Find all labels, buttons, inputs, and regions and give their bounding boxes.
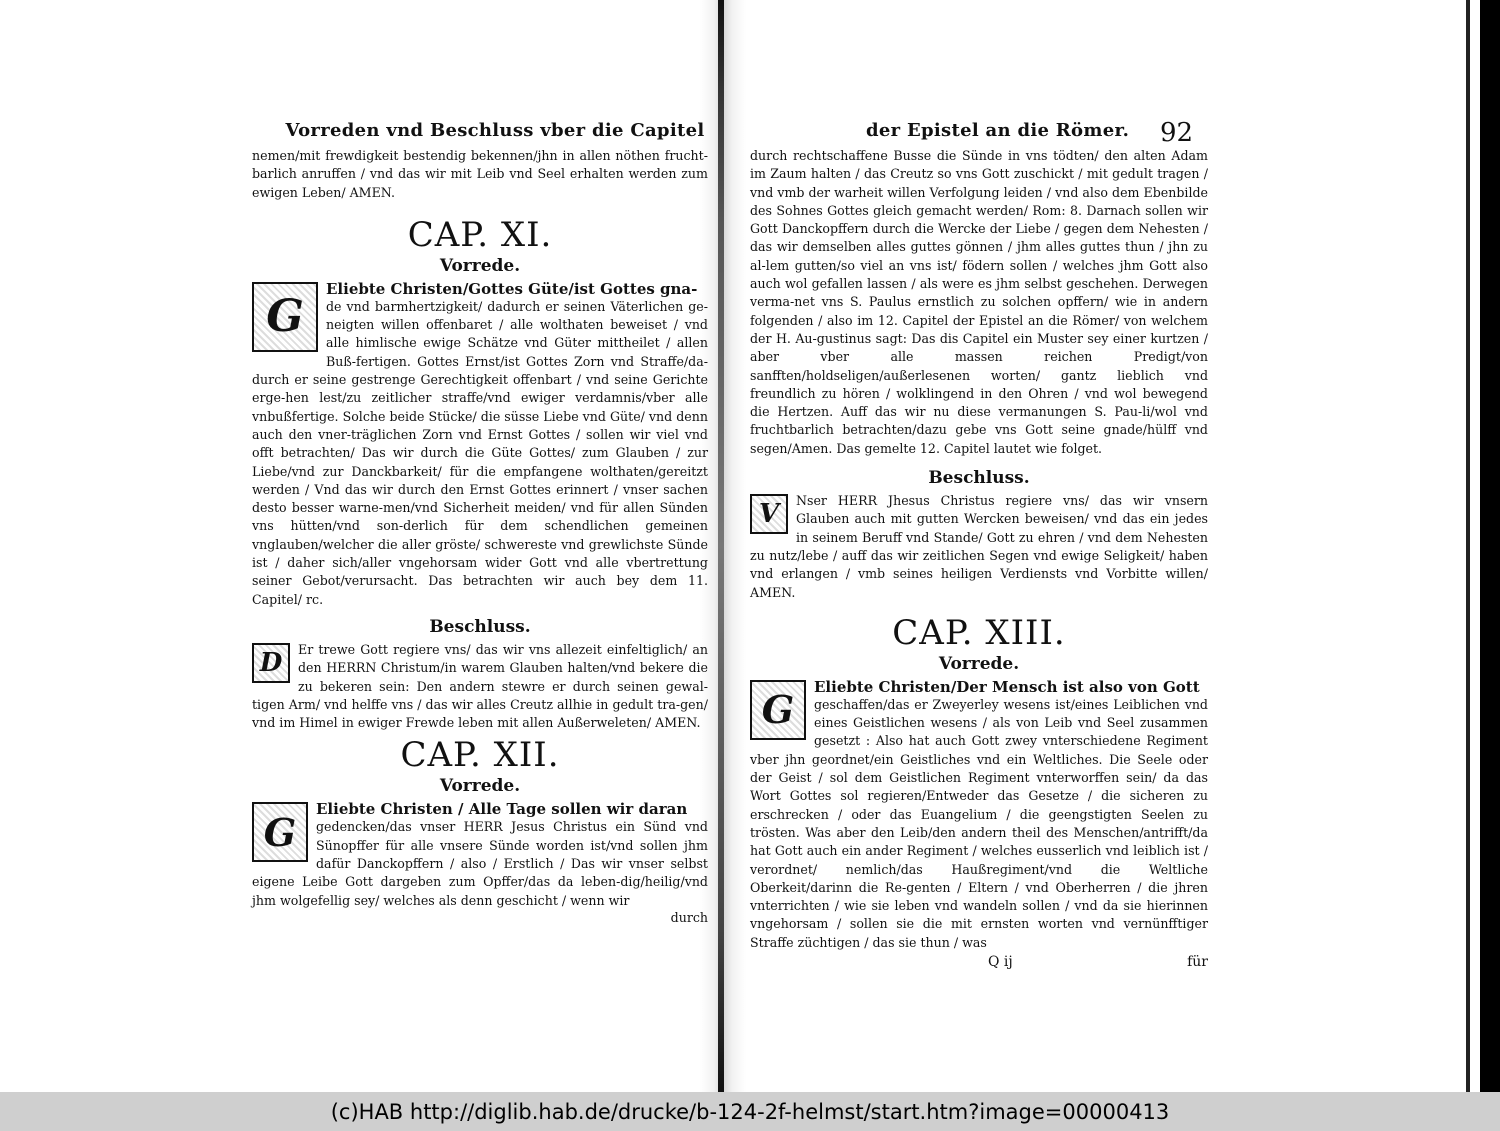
decorated-initial: G [252,282,318,352]
beschluss-xi-title: Beschluss. [429,616,531,637]
decorated-initial: V [750,494,788,534]
left-catchword: durch [670,909,708,925]
cap-xiii-title: CAP. XIII. [892,612,1066,653]
left-running-head: Vorreden vnd Beschluss vber die Capitel [285,120,705,141]
cap-xii-text: gedencken/das vnser HERR Jesus Christus ein Sünd vnd Sünopffer für alle vnsere Sünde worden ist/vnd sollen jhm dafür Danckopffern / also / Erstlich / Das wir vnser selbst eigene Leibe Gott dargeben zum Opffer/das da leben-dig/heilig/vnd jhm wolgefellig sey/ welches als denn geschicht / wenn wir [252,819,708,908]
footer-text: (c)HAB http://diglib.hab.de/drucke/b-124-2f-helmst/start.htm?image=00000413 [330,1099,1170,1124]
cap-xiii-text: geschaffen/das er Zweyerley wesens ist/eines Leiblichen vnd eines Geistlichen wesens / als von Leib vnd Seel zusammen gesetzt : Also hat auch Gott zwey vnterschiedene Regiment vber jhn geordnet/ein Geistliches vnd ein Weltliches. Die Seele oder der Geist / sol dem Geistlichen Regiment vnterworffen sein/ da das Wort Gottes sol regieren/Entweder das Gesetze / die sicheren zu erschrecken / oder das Euangelium / die geengstigten Seelen zu trösten. Was aber den Leib/den andern theil des Menschen/antrifft/da hat Gott auch ein ander Regiment / welches eusserlich vnd leiblich ist / verordnet/ nemlich/das Haußregiment/vnd die Weltliche Oberkeit/darinn die Re-genten / Eltern / vnd Oberherren / die jhren vnterrichten / wie sie leben vnd wandeln sollen / vnd da sie hierinnen vngehorsam / sollen sie die mit ernsten worten vnd vernünfftiger Straffe züchtigen / das sie thun / was [750,696,1208,950]
cap-xiii-subtitle: Vorrede. [938,653,1020,674]
gutter-shadow [718,0,724,1092]
right-intro-text: durch rechtschaffene Busse die Sünde in vns tödten/ den alten Adam im Zaum halten / das Creutz so vns Gott zuschickt / mit gedult tragen / vnd vmb der warheit willen Verfolgung leiden / vnd also dem Ebenbilde des Sohnes Gottes gleich gemacht werden/ Rom: 8. Darnach sollen wir Gott Danckopffern durch die Wercke der Liebe / gegen dem Nehesten / das wir demselben alles guttes gönnen / jhm alles guttes thun / jhn zu al-lem gutten/so viel an vns ist/ födern sollen / welches jhm Gott also auch wol gefallen lassen / als were es jhm selbst geschehen. Derwegen verma-net vns S. Paulus ernstlich zu solchen opffern/ wie in andern folgenden / also im 12. Capitel der Epistel an die Römer/ von welchem der H. Au-gustinus sagt: Das dis Capitel ein Muster sey einer kurtzen / aber vber alle massen reichen Predigt/von sanfften/holdseligen/außerlesenen worten/ gantz lieblich vnd freundlich zu hören / wolklingend in den Ohren / vnd wol bewegend die Hertzen. Auff das wir nu diese vermanungen S. Pau-li/wol vnd fruchtbarlich betrachten/dazu gebe vns Gott seine gnade/hülff vnd segen/Amen. Das gemelte 12. Capitel lautet wie folget. [750,148,1208,456]
signature-line [750,954,1208,972]
cap-xii-subtitle: Vorrede. [439,776,521,797]
cap-xii-body [252,800,708,909]
decorated-initial: D [252,643,290,683]
beschluss-xii-title: Beschluss. [928,468,1030,489]
decorated-initial: G [252,802,308,862]
right-page [750,120,1208,972]
beschluss-xii-body [750,492,1208,602]
right-catchword: für [1187,953,1208,970]
cap-xiii-lead: Eliebte Christen/Der Mensch ist also von Gott [814,677,1200,696]
cap-xi-lead: Eliebte Christen/Gottes Güte/ist Gottes gna- [326,279,698,298]
cap-xi-title: CAP. XI. [407,214,553,255]
cap-xiii-body [750,678,1208,952]
beschluss-xii-text: Nser HERR Jhesus Christus regiere vns/ das wir vnsern Glauben auch mit gutten Wercken beweisen/ vnd das ein jedes in seinem Beruff vnd Stande/ Gott zu ehren / vnd dem Nehesten zu nutz/lebe / auff das wir zeitlichen Segen vnd ewige Seligkeit/ haben vnd erlangen / vmb seines heiligen Verdiensts vnd Vorbitte willen/ AMEN. [750,493,1208,600]
left-intro-text: nemen/mit frewdigkeit bestendig bekennen/jhn in allen nöthen frucht-barlich anruffen / vnd das wir mit Leib vnd Seel erhalten werden zum ewigen Leben/ AMEN. [252,148,708,200]
scan-border [1480,0,1500,1092]
cap-xi-text: de vnd barmhertzigkeit/ dadurch er seinen Väterlichen ge-neigten willen offenbaret / alle wolthaten beweiset / vnd alle himlische ewige Schätze vnd Güter mittheilet / allen Buß-fertigen. Gottes Ernst/ist Gottes Zorn vnd Straffe/da-durch er seine gestrenge Gerechtigkeit offenbart / vnd seine Gerichte erge-hen lest/zu zeitlicher straffe/vnd ewiger verdamnis/vber alle vnbußfertige. Solche beide Stücke/ die süsse Liebe vnd Güte/ vnd denn auch den vner-träglichen Zorn vnd Ernst Gottes / sollen wir viel vnd offt betrachten/ Das wir durch die Güte Gottes/ zum Glauben / zur Liebe/vnd zur Danckbarkeit/ für die empfangene wolthaten/gereitzt werden / Vnd das wir durch den Ernst Gottes erinnert / vnser sachen desto besser warne-men/vnd Sicherheit meiden/ vnd für allen Sünden vns hütten/vnd son-derlich für dem schendlichen gemeinen vnglauben/welcher die aller gröste/ schwereste vnd grewlichste Sünde ist / daher sich/aller vngehorsam wider Gott vnd alle vbertrettung seiner Gebot/verursacht. Das betrachten wir auch bey dem 11. Capitel/ rc. [252,298,708,607]
signature-mark: Q ij [988,953,1013,970]
page-edge-line [1466,0,1470,1092]
beschluss-xi-text: Er trewe Gott regiere vns/ das wir vns allezeit einfeltiglich/ an den HERRN Christum/in warem Glauben halten/vnd bekere die zu bekeren sein: Den andern stewre er durch seinen gewal-tigen Arm/ vnd helffe vns / das wir alles Creutz allhie in gedult tra-gen/ vnd im Himel in ewiger Frewde leben mit allen Außerweleten/ AMEN. [252,641,708,731]
beschluss-xi-body [252,641,708,732]
cap-xii-title: CAP. XII. [400,735,560,776]
copyright-footer [0,1092,1500,1131]
cap-xi-body [252,280,708,609]
decorated-initial: G [750,680,806,740]
page-number: 92 [1160,118,1194,148]
right-running-head: der Epistel an die Römer. [866,120,1130,141]
left-page [252,120,708,925]
cap-xi-subtitle: Vorrede. [439,255,521,276]
cap-xii-lead: Eliebte Christen / Alle Tage sollen wir daran [316,800,688,819]
